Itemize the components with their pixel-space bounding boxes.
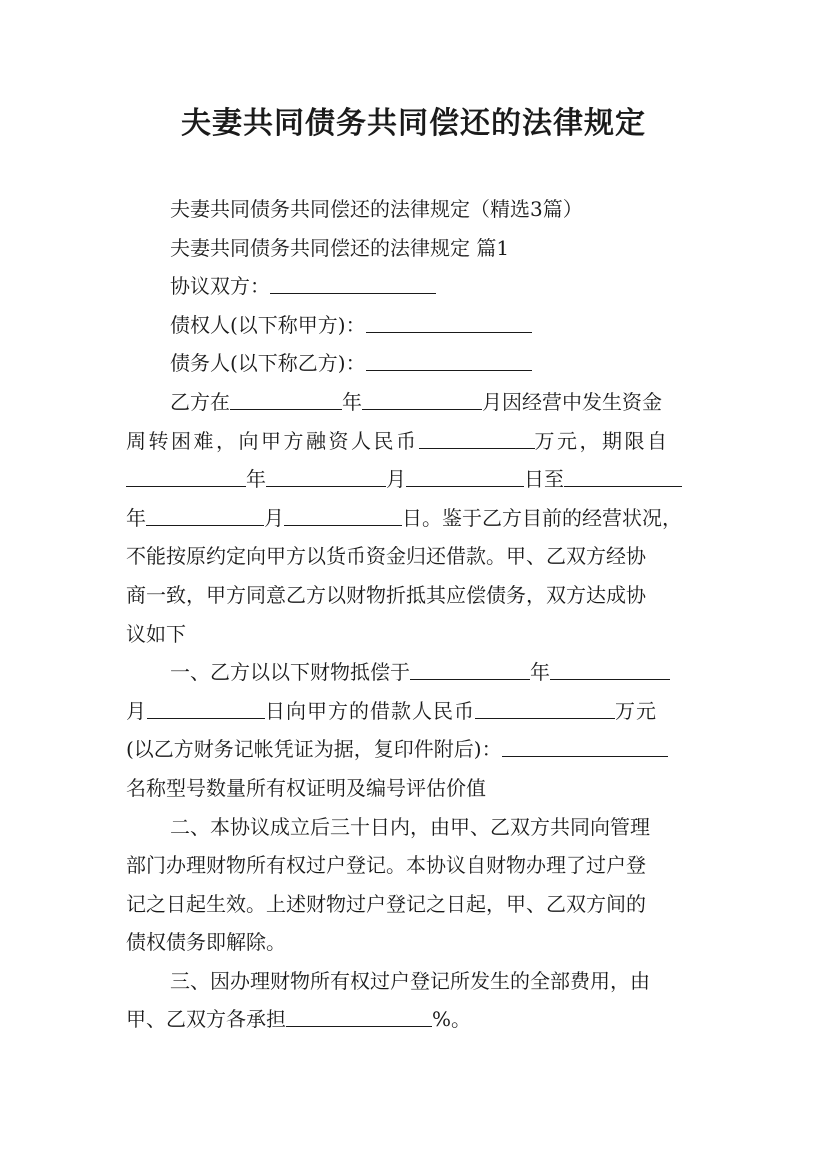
party-line [126, 267, 702, 306]
blank-year [410, 661, 530, 680]
p2-line-2 [126, 692, 702, 731]
p1-line-6: 商一致，甲方同意乙方以财物折抵其应偿债务，双方达成协 [126, 582, 646, 607]
p4-line-2 [126, 1000, 702, 1039]
p1-line-1 [126, 383, 702, 422]
section-heading: 夫妻共同债务共同偿还的法律规定 篇1 [170, 235, 510, 260]
creditor-blank [366, 314, 532, 333]
p1-line-5: 不能按原约定向甲方以货币资金归还借款。甲、乙双方经协 [126, 544, 646, 569]
p3-line-4: 债权债务即解除。 [126, 930, 286, 955]
p1-line-2 [126, 422, 702, 461]
creditor-line [126, 306, 702, 345]
p1-text: 月因经营中发生资金 [482, 389, 662, 414]
p2-text: (以乙方财务记帐凭证为据，复印件附后)： [126, 737, 502, 762]
p1-text: 年 [126, 505, 146, 530]
blank-month [266, 468, 386, 487]
p1-text: 月 [264, 505, 284, 530]
p1-line-3 [126, 460, 702, 499]
p2-text: 日向甲方的借款人民币 [265, 698, 475, 723]
p2-text: 月 [126, 698, 147, 723]
blank-amount [475, 700, 615, 719]
p4-text: 甲、乙双方各承担 [126, 1007, 286, 1032]
p3-line-2: 部门办理财物所有权过户登记。本协议自财物办理了过户登 [126, 853, 646, 878]
debtor-line [126, 344, 702, 383]
blank-day [406, 468, 524, 487]
blank-day [284, 507, 402, 526]
p2-text: 一、乙方以以下财物抵偿于 [170, 660, 410, 685]
p4-text: %。 [432, 1007, 472, 1032]
debtor-label: 债务人(以下称乙方)： [170, 351, 366, 376]
blank-month [362, 391, 482, 410]
p2-line-1 [126, 653, 702, 692]
p1-text: 日至 [524, 467, 564, 492]
document-subtitle: 夫妻共同债务共同偿还的法律规定（精选3篇） [170, 197, 583, 221]
p3-line-1: 二、本协议成立后三十日内，由甲、乙双方共同向管理 [170, 814, 650, 839]
blank-day [147, 700, 265, 719]
party-blank [270, 275, 436, 294]
p1-text: 年 [342, 389, 362, 414]
party-label: 协议双方： [170, 274, 270, 299]
debtor-blank [366, 352, 532, 371]
blank-end-date [564, 468, 682, 487]
p1-text: 月 [386, 467, 406, 492]
blank-year [230, 391, 342, 410]
p1-text: 周转困难，向甲方融资人民币 [126, 428, 419, 453]
p2-text: 万元 [615, 698, 657, 723]
p2-text: 年 [530, 660, 550, 685]
blank-property [502, 738, 668, 757]
document-title: 夫妻共同债务共同偿还的法律规定 [181, 106, 646, 141]
blank-month [550, 661, 670, 680]
blank-percent [286, 1008, 432, 1027]
document-body [126, 190, 702, 1039]
p1-line-7: 议如下 [126, 621, 186, 646]
p1-text: 万元，期限自 [534, 428, 670, 453]
blank-amount [419, 430, 535, 449]
p1-text: 日。鉴于乙方目前的经营状况， [402, 505, 682, 530]
p2-line-3 [126, 730, 702, 769]
p1-text: 年 [246, 467, 266, 492]
p1-text: 乙方在 [170, 389, 230, 414]
p4-line-1: 三、因办理财物所有权过户登记所发生的全部费用，由 [170, 968, 650, 993]
blank-year [126, 468, 246, 487]
p1-line-4 [126, 499, 702, 538]
creditor-label: 债权人(以下称甲方)： [170, 312, 366, 337]
p2-line-4: 名称型号数量所有权证明及编号评估价值 [126, 775, 486, 800]
blank-month [146, 507, 264, 526]
p3-line-3: 记之日起生效。上述财物过户登记之日起，甲、乙双方间的 [126, 891, 646, 916]
